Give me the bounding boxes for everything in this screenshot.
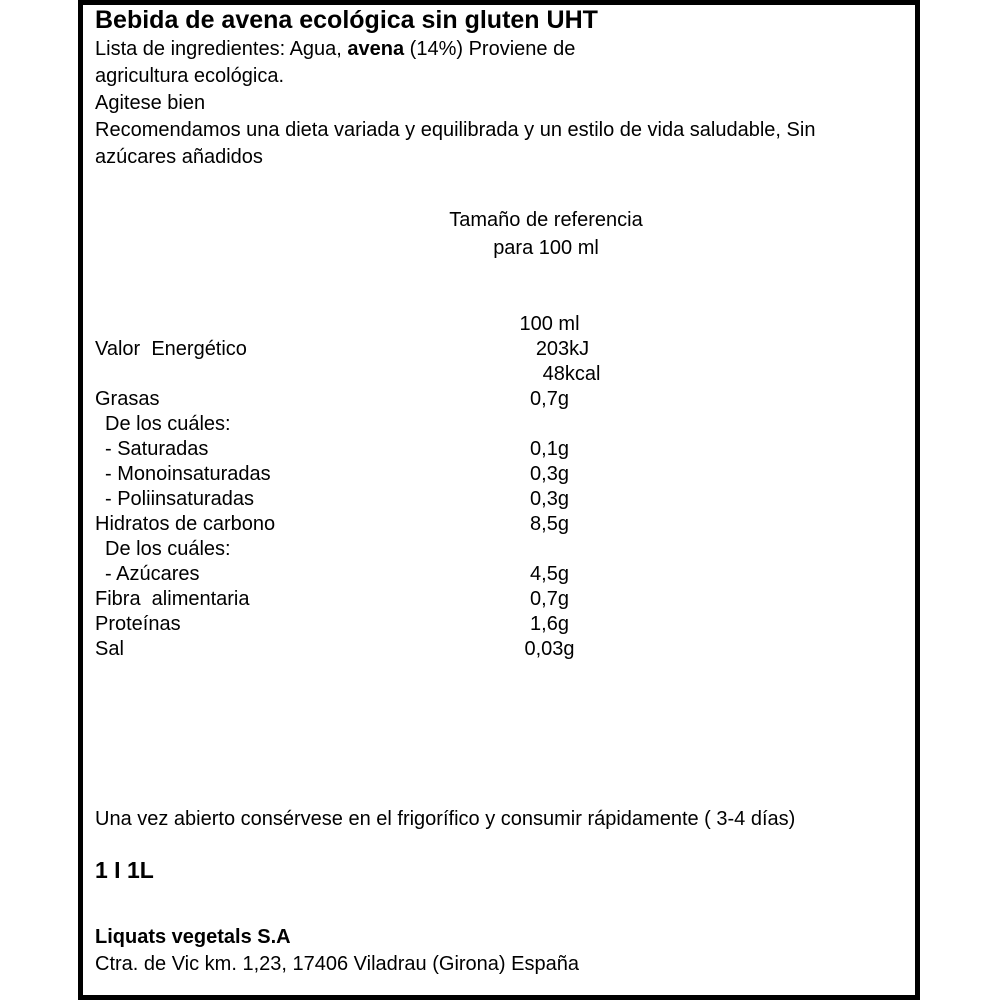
row-value: 0,3g xyxy=(530,463,569,485)
row-energy xyxy=(95,338,655,363)
row-saturated-fat xyxy=(95,438,655,463)
product-title: Bebida de avena ecológica sin gluten UHT xyxy=(95,6,598,34)
row-label: De los cuáles: xyxy=(105,538,231,560)
row-label: - Azúcares xyxy=(105,563,200,585)
reference-size-header xyxy=(146,206,946,262)
row-value: 48kcal xyxy=(542,363,601,385)
row-polyunsaturated-fat xyxy=(95,488,655,513)
row-value: 0,1g xyxy=(530,438,569,460)
row-label: Hidratos de carbono xyxy=(95,513,276,535)
row-carbohydrates-subhead xyxy=(95,538,655,563)
row-value: 0,03g xyxy=(524,638,575,660)
column-header-100ml: 100 ml xyxy=(519,313,580,335)
ingredients-line-2: agricultura ecológica. xyxy=(95,65,284,87)
row-label: - Monoinsaturadas xyxy=(105,463,271,485)
row-value: 8,5g xyxy=(530,513,569,535)
row-fiber xyxy=(95,588,655,613)
row-value: 0,7g xyxy=(530,388,569,410)
reference-subtitle: para 100 ml xyxy=(493,237,599,259)
row-value: 1,6g xyxy=(530,613,569,635)
manufacturer-address: Ctra. de Vic km. 1,23, 17406 Viladrau (Girona) España xyxy=(95,953,579,975)
row-label: Sal xyxy=(95,638,124,660)
row-value: 0,7g xyxy=(530,588,569,610)
row-energy-kcal xyxy=(95,363,655,388)
row-label: Valor Energético xyxy=(95,338,247,360)
row-label: Fibra alimentaria xyxy=(95,588,250,610)
row-salt xyxy=(95,638,655,663)
row-label: Proteínas xyxy=(95,613,181,635)
intro-text-block xyxy=(95,36,815,171)
row-monounsaturated-fat xyxy=(95,463,655,488)
manufacturer-name: Liquats vegetals S.A xyxy=(95,926,291,948)
ingredients-bold-term: avena xyxy=(347,38,405,60)
row-carbohydrates xyxy=(95,513,655,538)
row-label: Grasas xyxy=(95,388,160,410)
row-value: 0,3g xyxy=(530,488,569,510)
reference-title: Tamaño de referencia xyxy=(449,209,643,231)
row-label: - Saturadas xyxy=(105,438,209,460)
ingredients-line-1 xyxy=(95,36,815,63)
storage-note: Una vez abierto consérvese en el frigorífico y consumir rápidamente ( 3-4 días) xyxy=(95,808,796,830)
row-fat-subhead xyxy=(95,413,655,438)
diet-note-line-1: Recomendamos una dieta variada y equilibrada y un estilo de vida saludable, Sin xyxy=(95,119,816,141)
row-label: - Poliinsaturadas xyxy=(105,488,254,510)
shake-note: Agitese bien xyxy=(95,92,206,114)
row-sugars xyxy=(95,563,655,588)
ingredients-prefix: Lista de ingredientes: Agua, xyxy=(95,38,348,60)
row-label: De los cuáles: xyxy=(105,413,231,435)
nutrition-table xyxy=(95,313,655,663)
row-value: 203kJ xyxy=(535,338,590,360)
manufacturer-block xyxy=(95,924,579,978)
volume-text: 1 I 1L xyxy=(95,857,154,883)
row-protein xyxy=(95,613,655,638)
table-header-row xyxy=(95,313,655,338)
row-fat xyxy=(95,388,655,413)
ingredients-suffix: (14%) Proviene de xyxy=(404,38,576,60)
row-value: 4,5g xyxy=(530,563,569,585)
diet-note-line-2: azúcares añadidos xyxy=(95,146,263,168)
